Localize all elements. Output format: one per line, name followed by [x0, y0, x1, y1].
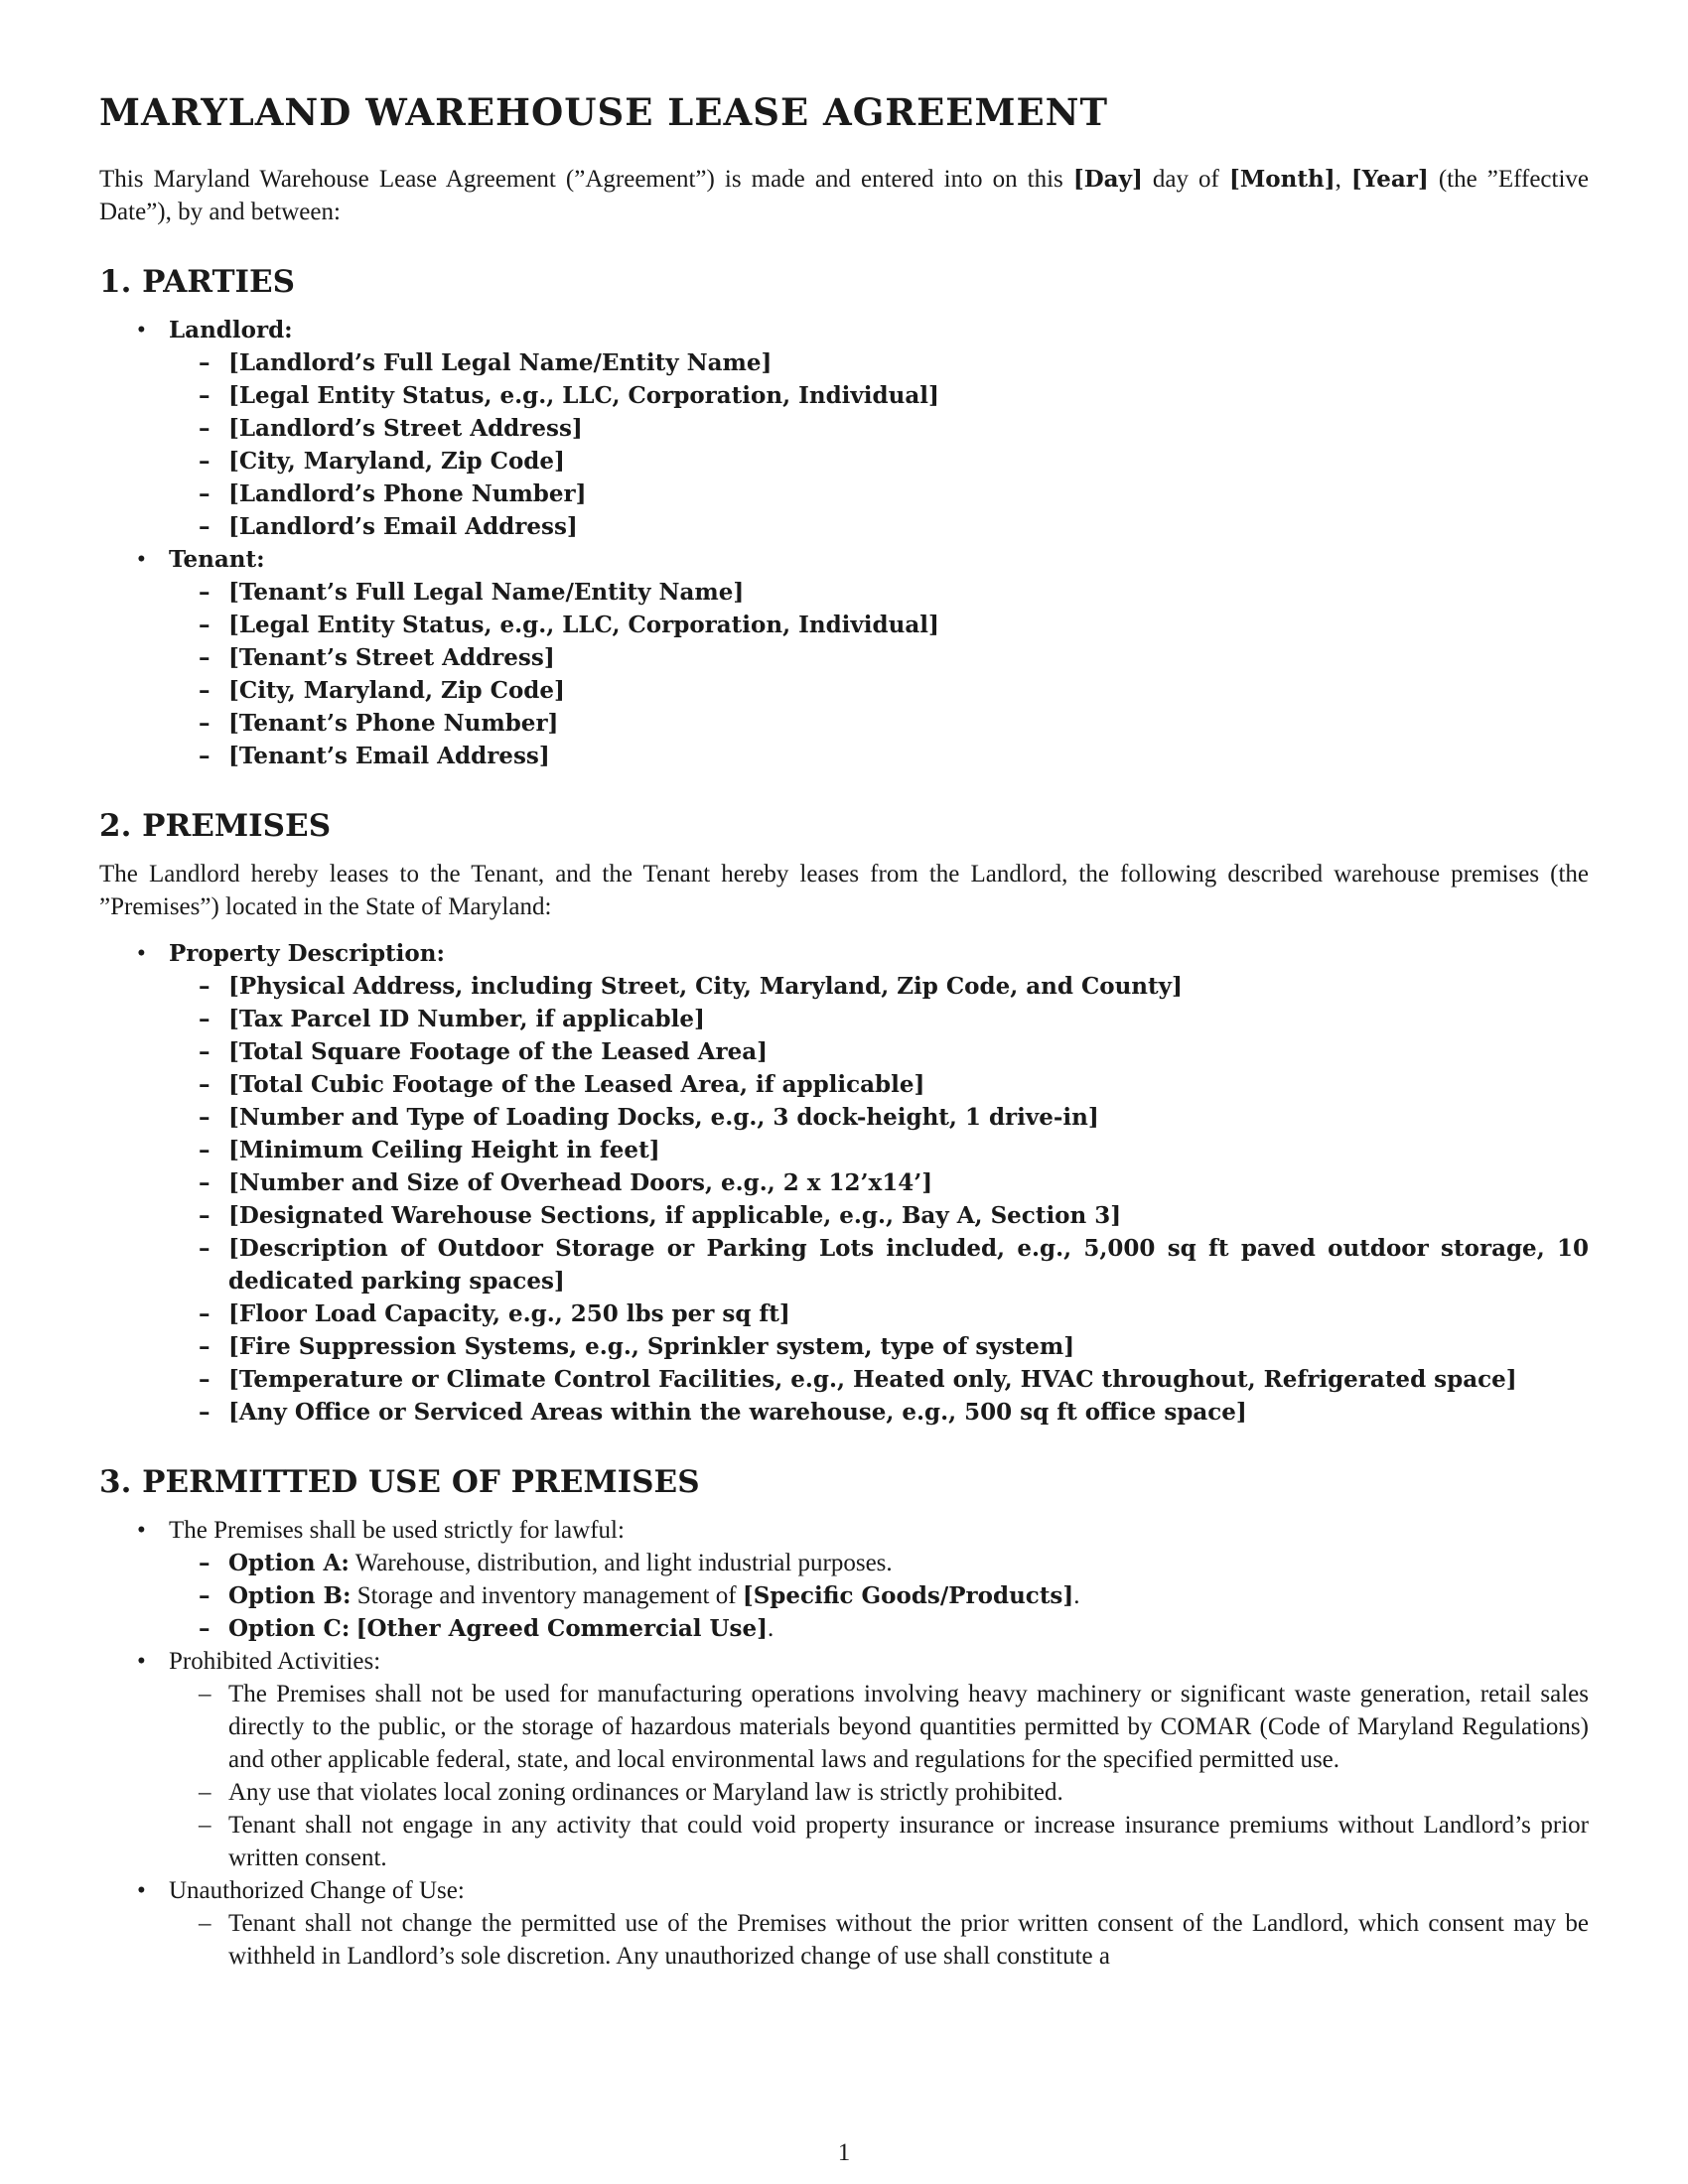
dash-icon: –: [199, 1235, 211, 1262]
list-item-prohibited: [99, 1645, 1589, 1874]
lawful-use-label: The Premises shall be used strictly for lawful:: [169, 1517, 625, 1544]
list-item-option-a: – Option A: Warehouse, distribution, and light industrial purposes.: [169, 1547, 1589, 1579]
list-item: – [Physical Address, including Street, City, Maryland, Zip Code, and County]: [169, 970, 1589, 1003]
dash-icon: –: [199, 1137, 211, 1163]
dash-icon: –: [199, 1366, 211, 1393]
prohibited-items: [169, 1678, 1589, 1874]
dash-icon: –: [199, 1615, 211, 1642]
dash-icon: –: [199, 480, 211, 507]
list-item-option-c: – Option C: [Other Agreed Commercial Use].: [169, 1612, 1589, 1645]
list-item: – [Tax Parcel ID Number, if applicable]: [169, 1003, 1589, 1035]
list-item: – [Tenant’s Phone Number]: [169, 707, 1589, 740]
list-item: – [Landlord’s Street Address]: [169, 412, 1589, 445]
dash-icon: –: [199, 1071, 211, 1098]
list-item: – [Minimum Ceiling Height in feet]: [169, 1134, 1589, 1166]
bullet-icon: •: [137, 940, 146, 967]
bullet-icon: •: [137, 546, 146, 573]
document-title: MARYLAND WAREHOUSE LEASE AGREEMENT: [99, 90, 1108, 134]
dash-icon: –: [199, 1038, 211, 1065]
list-item-tenant: [99, 543, 1589, 772]
tenant-label: Tenant:: [169, 546, 265, 573]
dash-icon: –: [199, 579, 211, 606]
list-item: – The Premises shall not be used for manufacturing operations involving heavy machinery or significant waste generation, retail sales directly to the public, or the storage of hazardous materials beyond quantities permitted by COMAR (Code of Maryland Regulations) and other applicable federal, state, and local environmental laws and regulations for the specified permitted use.: [169, 1678, 1589, 1776]
list-item-landlord: [99, 314, 1589, 543]
list-item: – [Landlord’s Email Address]: [169, 510, 1589, 543]
dash-icon: –: [199, 382, 211, 409]
list-item: – [Landlord’s Full Legal Name/Entity Name]: [169, 346, 1589, 379]
dash-icon: –: [199, 1812, 211, 1839]
intro-day: [Day]: [1072, 166, 1143, 193]
bullet-icon: •: [137, 1517, 146, 1544]
bullet-icon: •: [137, 1877, 146, 1904]
landlord-fields: [169, 346, 1589, 543]
premises-paragraph: The Landlord hereby leases to the Tenant, and the Tenant hereby leases from the Landlord, the following described warehouse premises (the ”Premises”) located in the State of Maryland:: [99, 861, 1589, 920]
intro-paragraph: [99, 163, 1589, 228]
dash-icon: –: [199, 644, 211, 671]
use-options: [169, 1547, 1589, 1645]
list-item: – [Floor Load Capacity, e.g., 250 lbs per sq ft]: [169, 1297, 1589, 1330]
bullet-icon: •: [137, 1648, 146, 1675]
property-description-label: Property Description:: [169, 940, 445, 967]
list-item: – [Tenant’s Full Legal Name/Entity Name]: [169, 576, 1589, 609]
dash-icon: –: [199, 349, 211, 376]
section-heading-parties: 1. PARTIES: [99, 264, 296, 300]
dash-icon: –: [199, 1169, 211, 1196]
list-item-option-b: – Option B: Storage and inventory management of [Specific Goods/Products].: [169, 1579, 1589, 1612]
list-item: – [Total Cubic Footage of the Leased Area, if applicable]: [169, 1068, 1589, 1101]
dash-icon: –: [199, 448, 211, 475]
tenant-fields: [169, 576, 1589, 772]
list-item: – [Fire Suppression Systems, e.g., Sprinkler system, type of system]: [169, 1330, 1589, 1363]
premises-list: [99, 937, 1589, 1429]
list-item: – [Any Office or Serviced Areas within the warehouse, e.g., 500 sq ft office space]: [169, 1396, 1589, 1429]
bullet-icon: •: [137, 317, 146, 343]
list-item: – [Number and Type of Loading Docks, e.g., 3 dock-height, 1 drive-in]: [169, 1101, 1589, 1134]
list-item: – [Tenant’s Email Address]: [169, 740, 1589, 772]
dash-icon: –: [199, 612, 211, 638]
intro-text-2: day of: [1142, 166, 1229, 193]
landlord-label: Landlord:: [169, 317, 293, 343]
list-item: – [Description of Outdoor Storage or Parking Lots included, e.g., 5,000 sq ft paved outdoor storage, 10 dedicated parking spaces]: [169, 1232, 1589, 1297]
intro-year: [Year]: [1350, 166, 1429, 193]
change-of-use-items: [169, 1907, 1589, 1973]
parties-list: [99, 314, 1589, 772]
dash-icon: –: [199, 1300, 211, 1327]
intro-month: [Month]: [1228, 166, 1336, 193]
dash-icon: –: [199, 677, 211, 704]
list-item-lawful-use: [99, 1514, 1589, 1645]
list-item: – [Landlord’s Phone Number]: [169, 478, 1589, 510]
list-item: – Tenant shall not change the permitted use of the Premises without the prior written consent of the Landlord, which consent may be withheld in Landlord’s sole discretion. Any unauthorized change of use shall constitute a: [169, 1907, 1589, 1973]
prohibited-label: Prohibited Activities:: [169, 1648, 381, 1675]
list-item: – [Legal Entity Status, e.g., LLC, Corporation, Individual]: [169, 609, 1589, 641]
list-item: – Tenant shall not engage in any activity that could void property insurance or increase insurance premiums without Landlord’s prior written consent.: [169, 1809, 1589, 1874]
permitted-use-list: [99, 1514, 1589, 1973]
dash-icon: –: [199, 1202, 211, 1229]
change-of-use-label: Unauthorized Change of Use:: [169, 1877, 465, 1904]
list-item-property-description: [99, 937, 1589, 1429]
list-item: – [Tenant’s Street Address]: [169, 641, 1589, 674]
section-heading-permitted-use: 3. PERMITTED USE OF PREMISES: [99, 1464, 700, 1500]
section-heading-premises: 2. PREMISES: [99, 808, 332, 844]
list-item: – [Designated Warehouse Sections, if applicable, e.g., Bay A, Section 3]: [169, 1199, 1589, 1232]
list-item: – [Total Square Footage of the Leased Area]: [169, 1035, 1589, 1068]
dash-icon: –: [199, 1333, 211, 1360]
list-item: – [Legal Entity Status, e.g., LLC, Corporation, Individual]: [169, 379, 1589, 412]
list-item: – [City, Maryland, Zip Code]: [169, 445, 1589, 478]
intro-text-1: This Maryland Warehouse Lease Agreement (”Agreement”) is made and entered into on this: [99, 166, 1073, 193]
dash-icon: –: [199, 1681, 211, 1707]
page-number: 1: [837, 2139, 851, 2166]
dash-icon: –: [199, 1779, 211, 1806]
dash-icon: –: [199, 1910, 211, 1937]
document-page: [99, 87, 1589, 1982]
dash-icon: –: [199, 973, 211, 1000]
dash-icon: –: [199, 710, 211, 737]
property-description-fields: [169, 970, 1589, 1429]
dash-icon: –: [199, 1399, 211, 1426]
intro-text-3: ,: [1335, 166, 1351, 193]
list-item: – [City, Maryland, Zip Code]: [169, 674, 1589, 707]
dash-icon: –: [199, 415, 211, 442]
list-item: – Any use that violates local zoning ordinances or Maryland law is strictly prohibited.: [169, 1776, 1589, 1809]
dash-icon: –: [199, 1582, 211, 1609]
dash-icon: –: [199, 513, 211, 540]
list-item: – [Temperature or Climate Control Facilities, e.g., Heated only, HVAC throughout, Refrigerated space]: [169, 1363, 1589, 1396]
dash-icon: –: [199, 1006, 211, 1032]
list-item-change-of-use: [99, 1874, 1589, 1973]
dash-icon: –: [199, 1550, 211, 1576]
intro-text-4: (the ”Effective Date”), by and between:: [99, 166, 1590, 225]
dash-icon: –: [199, 743, 211, 769]
dash-icon: –: [199, 1104, 211, 1131]
list-item: – [Number and Size of Overhead Doors, e.g., 2 x 12’x14’]: [169, 1166, 1589, 1199]
